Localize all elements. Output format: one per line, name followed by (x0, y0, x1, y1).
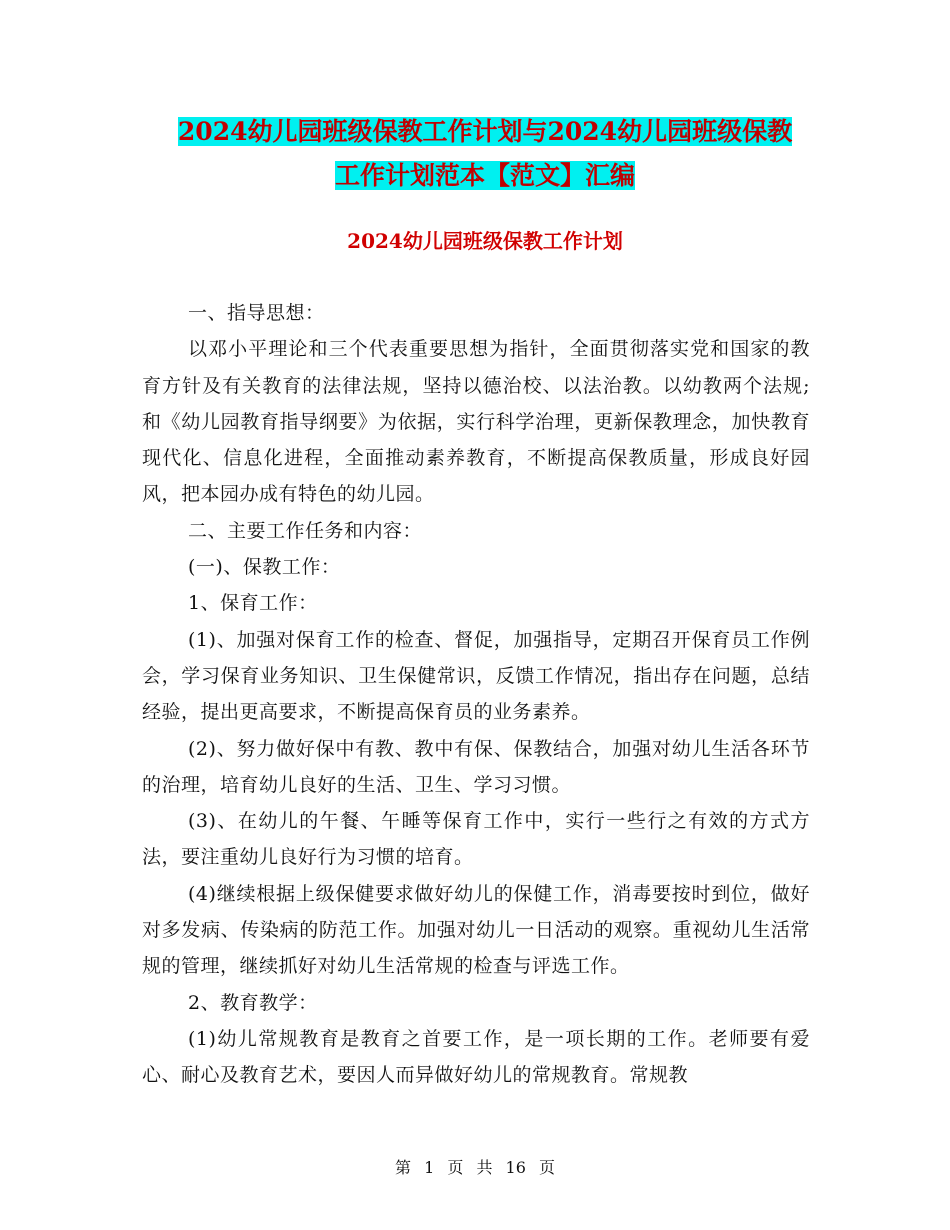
heading-care-education: (一)、保教工作： (188, 556, 341, 579)
heading-nursing-work: 1、保育工作： (188, 592, 318, 615)
heading-teaching: 2、教育教学： (188, 991, 318, 1014)
title-highlight-1: 2024幼儿园班级保教工作计划与2024幼儿园班级保教 (177, 117, 793, 146)
title-highlight-2: 工作计划范本【范文】汇编 (334, 161, 635, 190)
heading-guiding-ideology: 一、指导思想： (188, 302, 325, 324)
paragraph-item-2: (2)、努力做好保中有教、教中有保、保教结合，加强对幼儿生活各环节的治理，培育幼儿良好的生活、卫生、学习习惯。 (142, 737, 810, 796)
paragraph-teaching-1: (1)幼儿常规教育是教育之首要工作，是一项长期的工作。老师要有爱心、耐心及教育艺术，要因人而异做好幼儿的常规教育。常规教 (142, 1027, 810, 1087)
document-title-line-1 (140, 112, 830, 148)
paragraph-item-1: (1)、加强对保育工作的检查、督促，加强指导，定期召开保育员工作例会，学习保育业务知识、卫生保健常识，反馈工作情况，指出存在问题，总结经验，提出更高要求，不断提高保育员的业务素养。 (142, 628, 810, 724)
page-footer: 第 1 页 共 16 页 (395, 1158, 555, 1177)
paragraph-guiding-ideology: 以邓小平理论和三个代表重要思想为指针，全面贯彻落实党和国家的教育方针及有关教育的法律法规，坚持以德治校、以法治教。以幼教两个法规;和《幼儿园教育指导纲要》为依据，实行科学治理，更新保教理念，加快教育现代化、信息化进程，全面推动素养教育，不断提高保教质量，形成良好园风，把本园办成有特色的幼儿园。 (142, 338, 810, 506)
document-body (142, 295, 810, 1094)
section-title: 2024幼儿园班级保教工作计划 (347, 229, 623, 253)
paragraph-item-3: (3)、在幼儿的午餐、午睡等保育工作中，实行一些行之有效的方式方法，要注重幼儿良好行为习惯的培育。 (142, 810, 810, 869)
document-title-line-2 (140, 156, 830, 192)
paragraph-item-4: (4)继续根据上级保健要求做好幼儿的保健工作，消毒要按时到位，做好对多发病、传染病的防范工作。加强对幼儿一日活动的观察。重视幼儿生活常规的管理，继续抓好对幼儿生活常规的检查与评选工作。 (142, 882, 810, 978)
heading-main-tasks: 二、主要工作任务和内容： (188, 519, 423, 542)
